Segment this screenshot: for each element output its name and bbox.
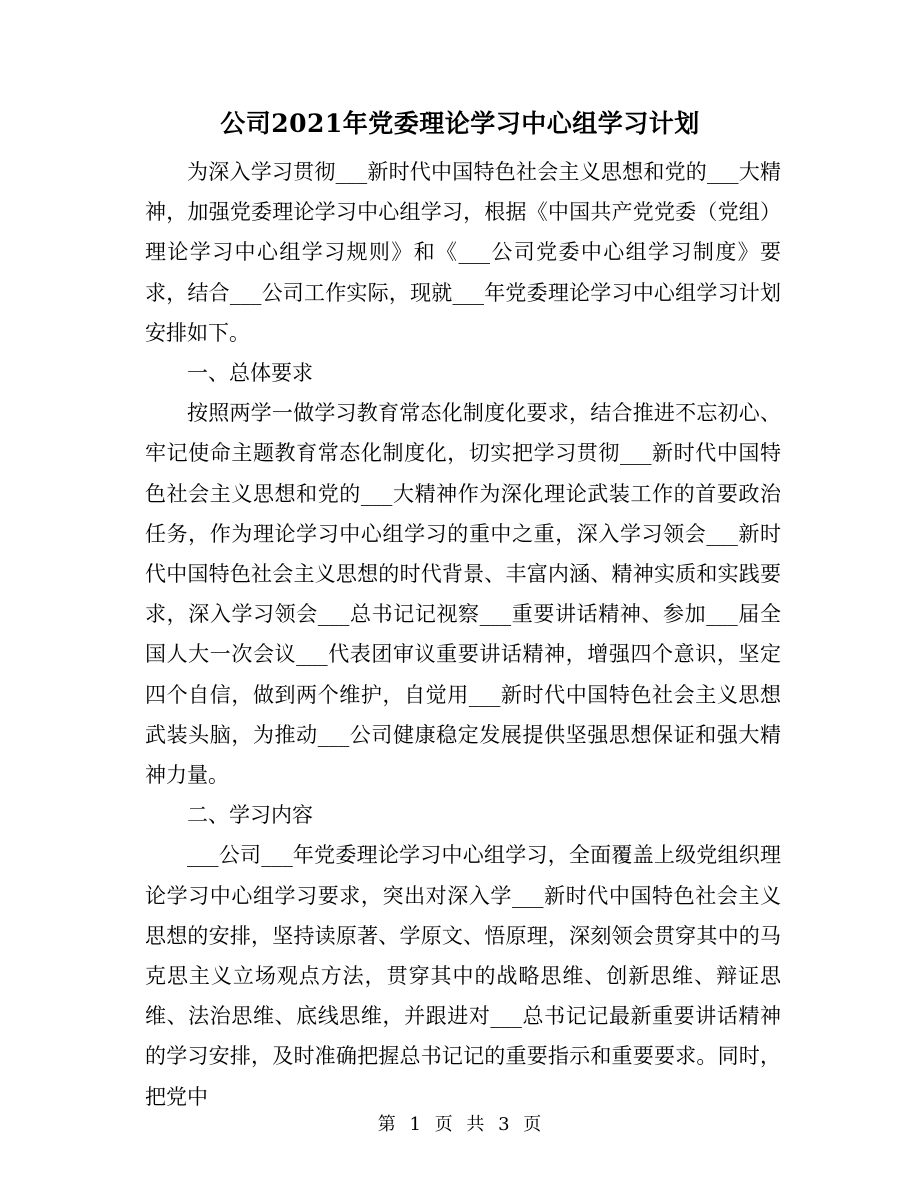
document-body [145,152,781,1117]
document-title: 公司2021年党委理论学习中心组学习计划 [220,109,700,138]
page-number-footer: 第 1 页 共 3 页 [377,1114,543,1135]
overall-requirements-paragraph: 按照两学一做学习教育常态化制度化要求，结合推进不忘初心、牢记使命主题教育常态化制度化，切实把学习贯彻___新时代中国特色社会主义思想和党的___大精神作为深化理论武装工作的首要政治任务，作为理论学习中心组学习的重中之重，深入学习领会___新时代中国特色社会主义思想的时代背景、丰富内涵、精神实质和实践要求，深入学习领会___总书记记视察___重要讲话精神、参加___届全国人大一次会议___代表团审议重要讲话精神，增强四个意识，坚定四个自信，做到两个维护，自觉用___新时代中国特色社会主义思想武装头脑，为推动___公司健康稳定发展提供坚强思想保证和强大精神力量。 [145,401,781,788]
section-heading-overall-requirements: 一、总体要求 [187,361,313,386]
intro-paragraph: 为深入学习贯彻___新时代中国特色社会主义思想和党的___大精神，加强党委理论学习中心组学习，根据《中国共产党党委（党组）理论学习中心组学习规则》和《___公司党委中心组学习制度》要求，结合___公司工作实际，现就___年党委理论学习中心组学习计划安排如下。 [145,160,781,345]
study-content-paragraph: ___公司___年党委理论学习中心组学习，全面覆盖上级党组织理论学习中心组学习要求，突出对深入学___新时代中国特色社会主义思想的安排，坚持读原著、学原文、悟原理，深刻领会贯穿其中的马克思主义立场观点方法，贯穿其中的战略思维、创新思维、辩证思维、法治思维、底线思维，并跟进对___总书记记最新重要讲话精神的学习安排，及时准确把握总书记记的重要指示和重要要求。同时，把党中 [145,843,781,1109]
section-heading-study-content: 二、学习内容 [187,803,313,828]
